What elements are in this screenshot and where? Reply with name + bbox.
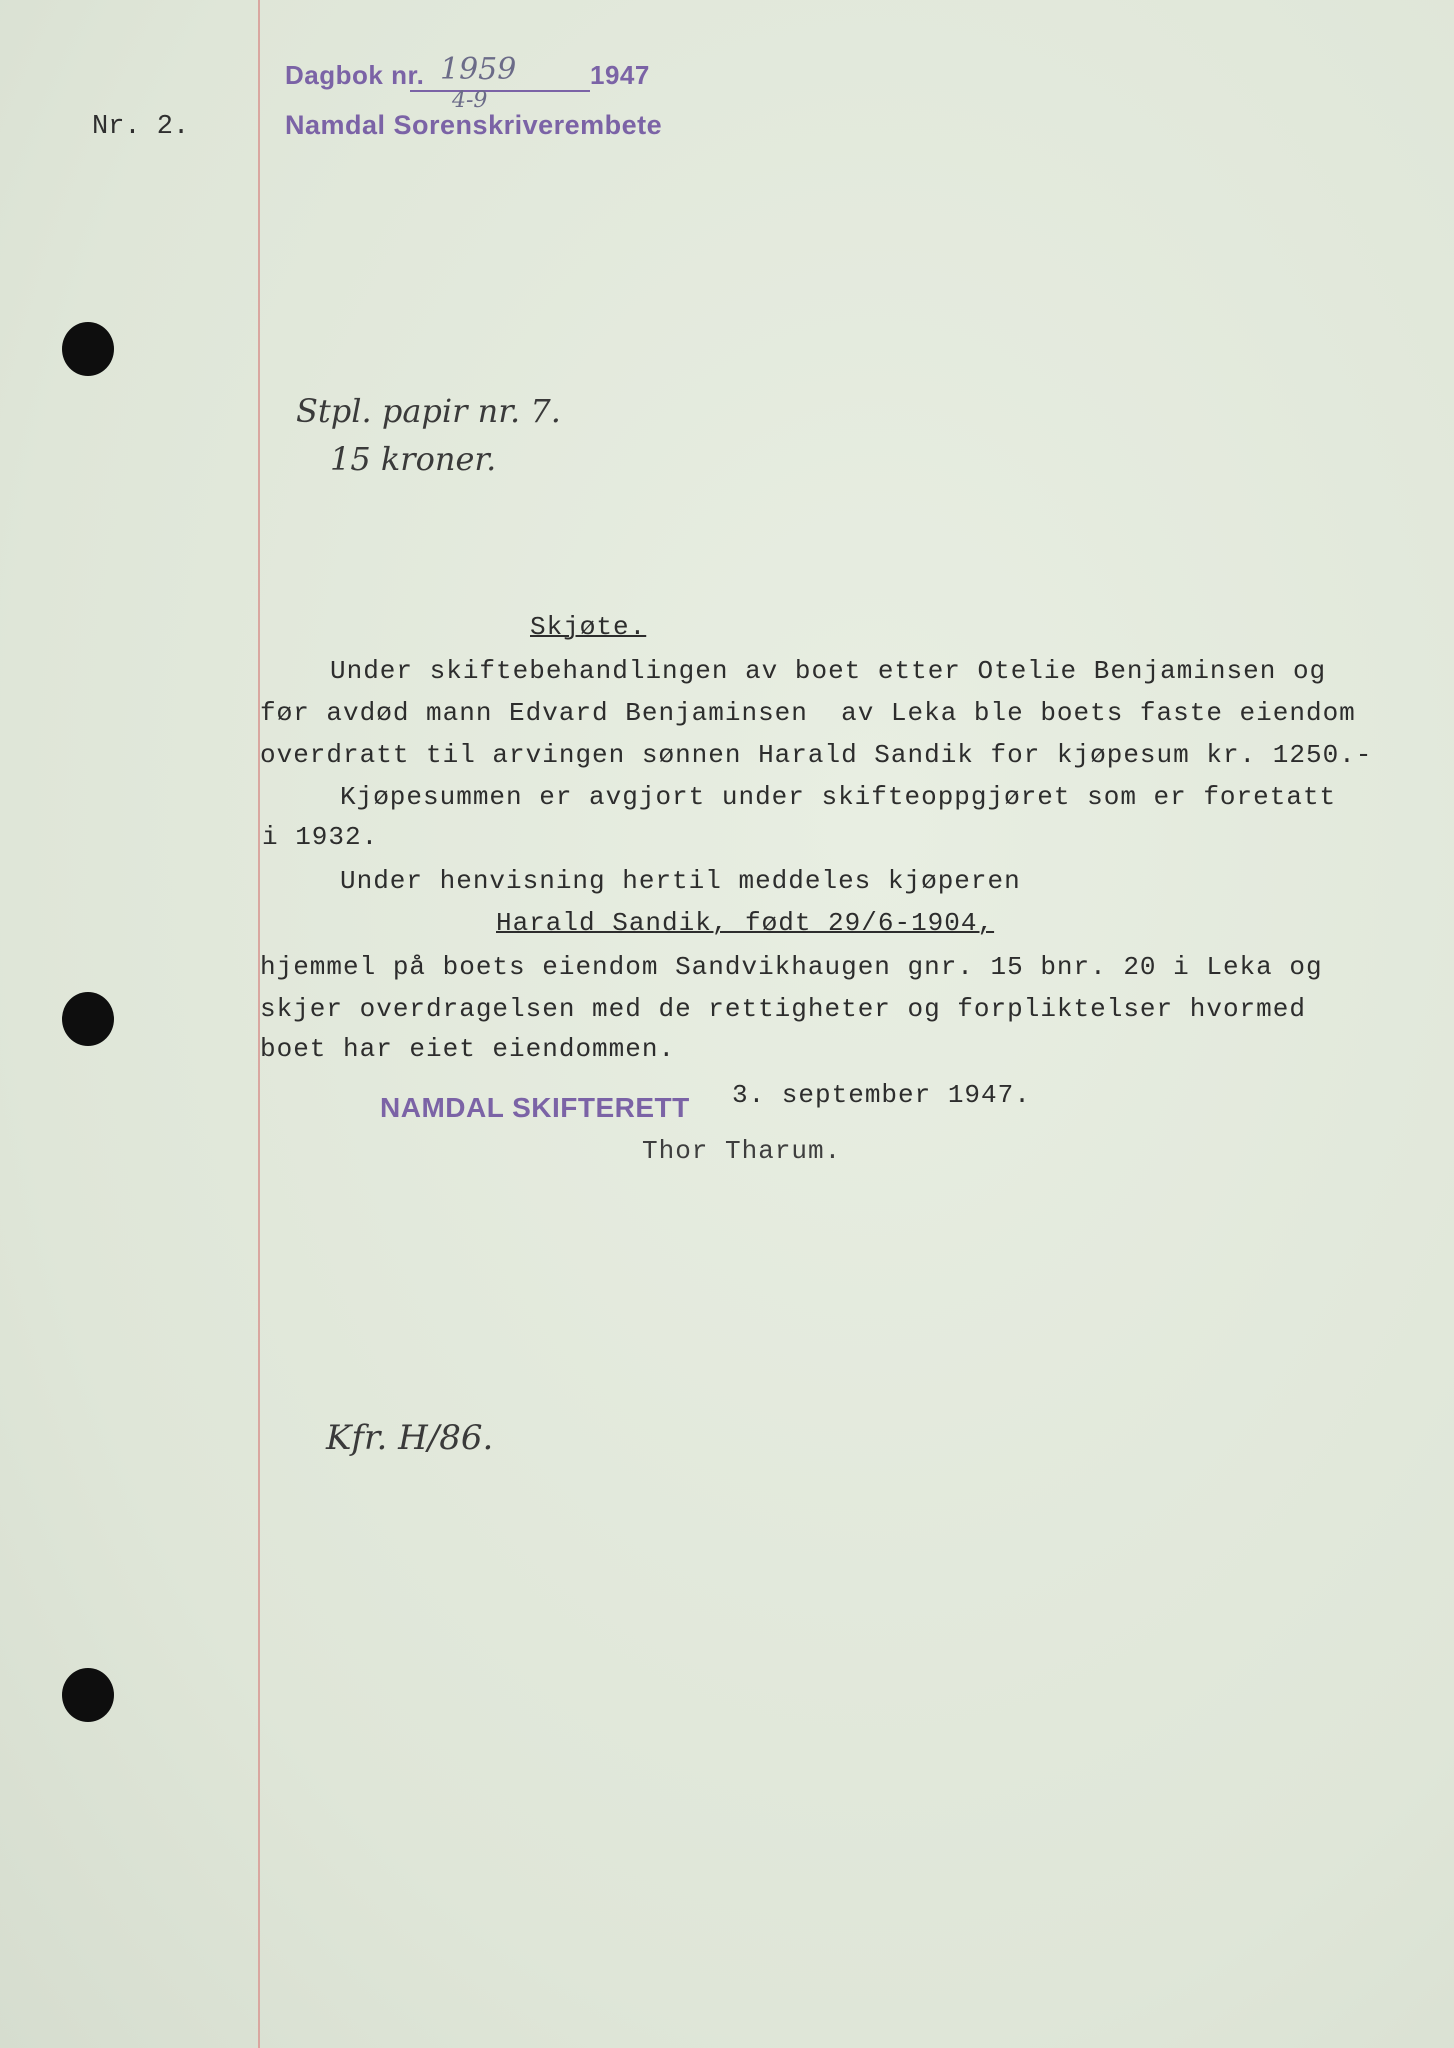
dagbok-year: 1947: [590, 60, 650, 90]
stamp-paper-note: Stpl. papir nr. 7.: [296, 392, 561, 430]
deed-line: Under skiftebehandlingen av boet etter Otelie Benjaminsen og: [330, 656, 1327, 686]
reference-note: Kfr. H/86.: [326, 1418, 494, 1458]
dagbok-underline: [410, 90, 590, 92]
deed-line: hjemmel på boets eiendom Sandvikhaugen gnr. 15 bnr. 20 i Leka og: [260, 952, 1323, 982]
deed-line: før avdød mann Edvard Benjaminsen av Leka ble boets faste eiendom: [260, 698, 1356, 728]
deed-line: skjer overdragelsen med de rettigheter og forpliktelser hvormed: [260, 994, 1306, 1024]
court-stamp: NAMDAL SKIFTERETT: [380, 1092, 690, 1123]
price-note: 15 kroner.: [330, 440, 497, 478]
punch-hole: [62, 322, 114, 376]
deed-line: i 1932.: [262, 822, 379, 852]
office-stamp: Namdal Sorenskriverembete: [285, 110, 663, 140]
deed-line: overdratt til arvingen sønnen Harald Sandik for kjøpesum kr. 1250.-: [260, 740, 1373, 770]
signature: Thor Tharum.: [642, 1136, 842, 1166]
deed-title: Skjøte.: [530, 612, 647, 642]
buyer-name: Harald Sandik, født 29/6-1904,: [496, 908, 995, 938]
deed-date: 3. september 1947.: [732, 1080, 1031, 1110]
dagbok-number: 1959: [440, 52, 517, 87]
deed-line: Kjøpesummen er avgjort under skifteoppgjøret som er foretatt: [340, 782, 1337, 812]
punch-hole: [62, 1668, 114, 1722]
dagbok-date: 4-9: [452, 88, 488, 113]
deed-line: Under henvisning hertil meddeles kjøperen: [340, 866, 1021, 896]
deed-line: boet har eiet eiendommen.: [260, 1034, 676, 1064]
margin-line: [258, 0, 260, 2048]
dagbok-stamp-label: Dagbok nr.: [285, 60, 425, 90]
page-number: Nr. 2.: [92, 112, 190, 142]
punch-hole: [62, 992, 114, 1046]
